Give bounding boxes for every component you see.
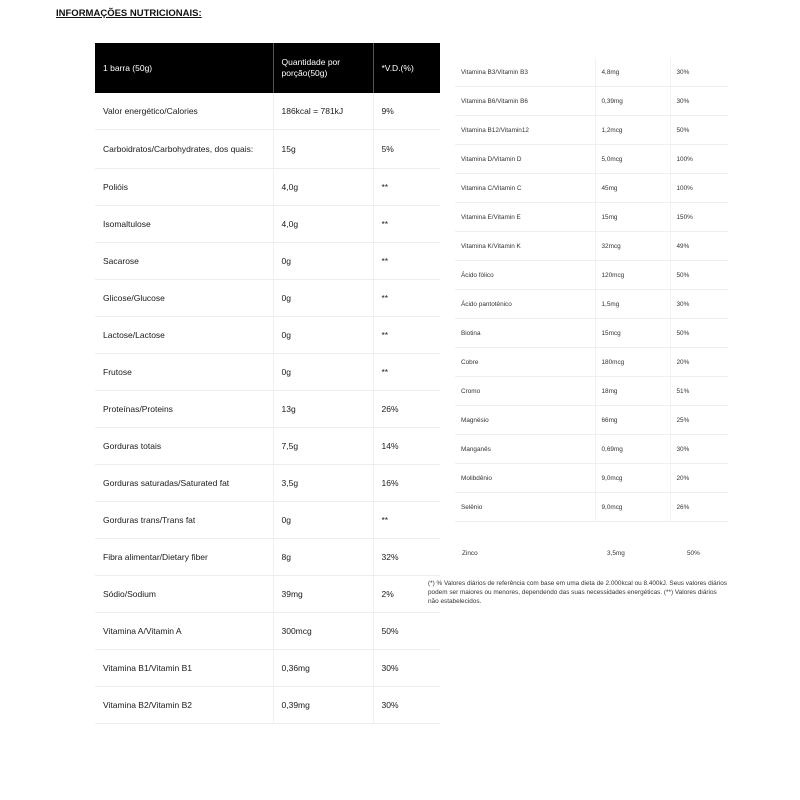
nutrient-amount: 0,39mg [273, 687, 373, 724]
nutrient-amount: 0,36mg [273, 650, 373, 687]
nutrient-amount: 66mg [595, 406, 670, 435]
table-row [95, 539, 440, 576]
nutrient-daily-value: 25% [670, 406, 728, 435]
nutrient-name: Isomaltulose [95, 206, 273, 243]
table-row [455, 58, 728, 87]
nutrient-name: Vitamina B12/Vitamin12 [455, 116, 595, 145]
footnote: (*) % Valores diários de referência com base em uma dieta de 2.000kcal ou 8.400kJ. Seus valores diários podem ser maiores ou menores, dependendo das suas necessidades energéticas. (**) Valores diários não estabelecidos. [428, 580, 727, 605]
table-row [95, 130, 440, 169]
table-row [95, 280, 440, 317]
nutrient-amount: 0g [273, 502, 373, 539]
nutrient-daily-value: 30% [670, 58, 728, 87]
table-row [95, 465, 440, 502]
nutrient-amount: 1,2mcg [595, 116, 670, 145]
nutrient-name: Vitamina C/Vitamin C [455, 174, 595, 203]
nutrient-name: Ácido fólico [455, 261, 595, 290]
nutrient-name: Proteínas/Proteins [95, 391, 273, 428]
header-daily-value: *V.D.(%) [373, 43, 440, 93]
nutrient-name: Vitamina K/Vitamin K [455, 232, 595, 261]
nutrient-daily-value: 26% [670, 493, 728, 522]
nutrient-name: Molibdênio [455, 464, 595, 493]
table-row [95, 502, 440, 539]
nutrient-daily-value: ** [373, 354, 440, 391]
nutrient-amount: 13g [273, 391, 373, 428]
nutrient-name: Vitamina B1/Vitamin B1 [95, 650, 273, 687]
table-row [455, 493, 728, 522]
nutrient-amount: 18mg [595, 377, 670, 406]
nutrient-daily-value: 100% [670, 174, 728, 203]
nutrient-name: Manganês [455, 435, 595, 464]
table-row [455, 464, 728, 493]
table-row [455, 174, 728, 203]
nutrient-daily-value: 5% [373, 130, 440, 169]
nutrient-amount: 300mcg [273, 613, 373, 650]
nutrient-daily-value: 30% [373, 687, 440, 724]
nutrient-daily-value: 9% [373, 93, 440, 130]
table-row [95, 650, 440, 687]
table-row [455, 377, 728, 406]
table-row [455, 87, 728, 116]
nutrient-daily-value: ** [373, 317, 440, 354]
nutrient-amount: 15g [273, 130, 373, 169]
nutrient-amount: 4,0g [273, 206, 373, 243]
nutrient-name: Vitamina D/Vitamin D [455, 145, 595, 174]
nutrient-amount: 180mcg [595, 348, 670, 377]
table-header-row [95, 43, 440, 93]
table-row [95, 428, 440, 465]
nutrient-daily-value: 16% [373, 465, 440, 502]
table-row [455, 319, 728, 348]
nutrition-table-main-body [95, 93, 440, 724]
nutrient-amount: 5,0mcg [595, 145, 670, 174]
table-row [455, 348, 728, 377]
table-row [95, 206, 440, 243]
nutrient-name: Gorduras totais [95, 428, 273, 465]
table-row [95, 687, 440, 724]
table-row [95, 93, 440, 130]
nutrient-amount: 15mcg [595, 319, 670, 348]
table-row [95, 391, 440, 428]
nutrient-amount: 0,39mg [595, 87, 670, 116]
nutrient-daily-value: 30% [373, 650, 440, 687]
nutrient-daily-value: 51% [670, 377, 728, 406]
nutrient-amount: 9,0mcg [595, 464, 670, 493]
nutrient-daily-value: 30% [670, 435, 728, 464]
nutrient-daily-value: 32% [373, 539, 440, 576]
nutrient-amount: 8g [273, 539, 373, 576]
nutrient-name: Vitamina B6/Vitamin B6 [455, 87, 595, 116]
table-row [455, 435, 728, 464]
nutrient-amount: 9,0mcg [595, 493, 670, 522]
nutrient-name: Cobre [455, 348, 595, 377]
nutrient-amount: 186kcal = 781kJ [273, 93, 373, 130]
nutrient-amount: 7,5g [273, 428, 373, 465]
nutrient-name: Cromo [455, 377, 595, 406]
nutrient-daily-value: ** [373, 169, 440, 206]
nutrition-table-micronutrients-body [455, 58, 728, 522]
nutrient-name: Zinco [462, 550, 478, 557]
nutrient-daily-value: 50% [373, 613, 440, 650]
nutrient-daily-value: 26% [373, 391, 440, 428]
table-row [455, 290, 728, 319]
nutrient-name: Fibra alimentar/Dietary fiber [95, 539, 273, 576]
nutrient-amount: 0g [273, 280, 373, 317]
nutrient-amount: 32mcg [595, 232, 670, 261]
nutrient-amount: 4,0g [273, 169, 373, 206]
nutrient-daily-value: 20% [670, 464, 728, 493]
nutrient-daily-value: 2% [373, 576, 440, 613]
nutrient-daily-value: 20% [670, 348, 728, 377]
nutrient-daily-value: 49% [670, 232, 728, 261]
header-serving: 1 barra (50g) [95, 43, 273, 93]
table-row-zinco [462, 545, 732, 563]
nutrient-amount: 39mg [273, 576, 373, 613]
nutrient-amount: 120mcg [595, 261, 670, 290]
nutrient-name: Sacarose [95, 243, 273, 280]
nutrient-daily-value: 14% [373, 428, 440, 465]
nutrient-daily-value: 30% [670, 290, 728, 319]
table-row [455, 232, 728, 261]
nutrient-daily-value: ** [373, 280, 440, 317]
nutrient-daily-value: 50% [687, 550, 700, 557]
nutrient-name: Valor energético/Calories [95, 93, 273, 130]
table-row [455, 203, 728, 232]
table-row [95, 317, 440, 354]
nutrient-name: Gorduras saturadas/Saturated fat [95, 465, 273, 502]
page-title: INFORMAÇÕES NUTRICIONAIS: [56, 8, 202, 19]
nutrient-name: Carboidratos/Carbohydrates, dos quais: [95, 130, 273, 169]
nutrient-name: Ácido pantotênico [455, 290, 595, 319]
nutrient-name: Glicose/Glucose [95, 280, 273, 317]
nutrient-amount: 45mg [595, 174, 670, 203]
table-row [455, 406, 728, 435]
nutrient-amount: 3,5g [273, 465, 373, 502]
table-row [455, 145, 728, 174]
nutrient-amount: 3,5mg [607, 550, 625, 557]
nutrient-name: Magnésio [455, 406, 595, 435]
nutrient-daily-value: 150% [670, 203, 728, 232]
header-quantity: Quantidade por porção(50g) [273, 43, 373, 93]
nutrient-amount: 0,69mg [595, 435, 670, 464]
nutrient-name: Vitamina A/Vitamin A [95, 613, 273, 650]
nutrient-daily-value: 30% [670, 87, 728, 116]
nutrient-name: Selênio [455, 493, 595, 522]
table-row [95, 169, 440, 206]
nutrient-amount: 0g [273, 243, 373, 280]
nutrient-amount: 0g [273, 317, 373, 354]
nutrient-daily-value: ** [373, 243, 440, 280]
nutrient-amount: 0g [273, 354, 373, 391]
table-row [95, 613, 440, 650]
nutrient-name: Gorduras trans/Trans fat [95, 502, 273, 539]
table-row [95, 243, 440, 280]
nutrient-name: Vitamina B3/Vitamin B3 [455, 58, 595, 87]
nutrient-name: Vitamina E/Vitamin E [455, 203, 595, 232]
nutrition-table-main [95, 43, 440, 724]
nutrient-name: Frutose [95, 354, 273, 391]
nutrient-daily-value: ** [373, 206, 440, 243]
table-row [95, 576, 440, 613]
table-row [455, 116, 728, 145]
nutrient-daily-value: 100% [670, 145, 728, 174]
nutrition-table-micronutrients [455, 58, 728, 522]
nutrient-daily-value: ** [373, 502, 440, 539]
nutrient-amount: 15mg [595, 203, 670, 232]
table-row [455, 261, 728, 290]
nutrient-name: Biotina [455, 319, 595, 348]
nutrient-amount: 1,5mg [595, 290, 670, 319]
nutrient-name: Vitamina B2/Vitamin B2 [95, 687, 273, 724]
nutrient-name: Polióis [95, 169, 273, 206]
nutrient-daily-value: 50% [670, 319, 728, 348]
nutrient-amount: 4,8mg [595, 58, 670, 87]
nutrient-daily-value: 50% [670, 261, 728, 290]
table-row [95, 354, 440, 391]
nutrient-daily-value: 50% [670, 116, 728, 145]
nutrient-name: Sódio/Sodium [95, 576, 273, 613]
nutrient-name: Lactose/Lactose [95, 317, 273, 354]
